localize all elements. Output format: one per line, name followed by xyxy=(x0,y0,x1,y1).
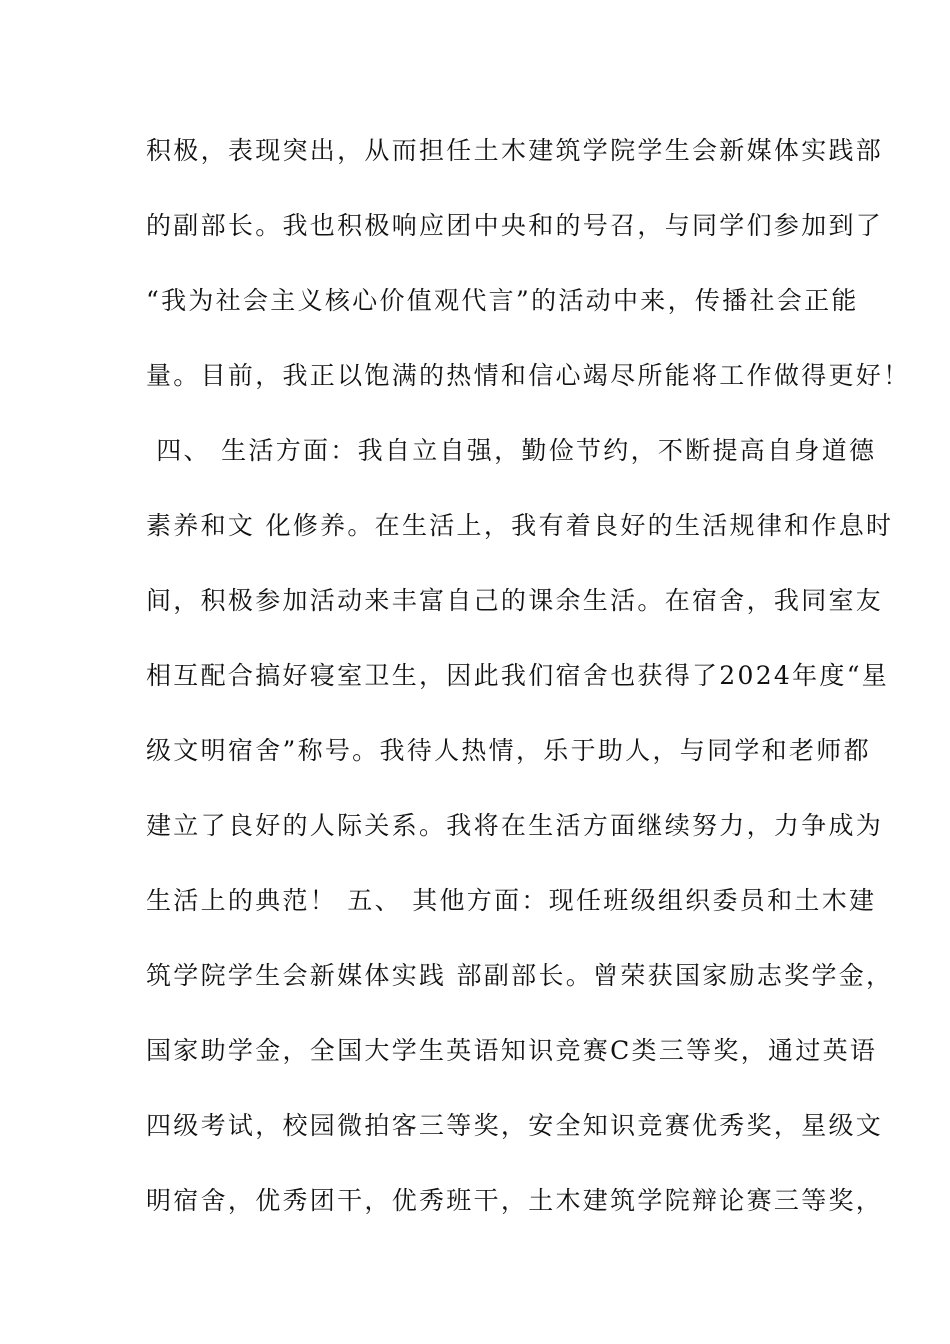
text-line: 国家助学金，全国大学生英语知识竞赛C类三等奖，通过英语 xyxy=(146,1036,878,1065)
document-body xyxy=(146,130,911,1255)
text-line: 相互配合搞好寝室卫生，因此我们宿舍也获得了2024年度“星 xyxy=(146,661,890,690)
text-line: “我为社会主义核心价值观代言”的活动中来，传播社会正能 xyxy=(146,286,859,315)
text-line: 素养和文 化修养。在生活上，我有着良好的生活规律和作息时 xyxy=(146,511,894,540)
text-line: 筑学院学生会新媒体实践 部副部长。曾荣获国家励志奖学金， xyxy=(146,961,894,990)
text-line: 积极，表现突出，从而担任土木建筑学院学生会新媒体实践部 xyxy=(146,136,884,165)
text-line: 级文明宿舍”称号。我待人热情，乐于助人，与同学和老师都 xyxy=(146,736,871,765)
text-line: 间，积极参加活动来丰富自己的课余生活。在宿舍，我同室友 xyxy=(146,586,884,615)
text-line: 四、 生活方面：我自立自强，勤俭节约，不断提高自身道德 xyxy=(146,436,877,465)
text-line: 量。目前，我正以饱满的热情和信心竭尽所能将工作做得更好！ xyxy=(146,361,911,390)
text-line: 生活上的典范！ 五、 其他方面：现任班级组织委员和土木建 xyxy=(146,886,877,915)
text-line: 明宿舍，优秀团干，优秀班干，土木建筑学院辩论赛三等奖， xyxy=(146,1186,884,1215)
text-line: 建立了良好的人际关系。我将在生活方面继续努力，力争成为 xyxy=(146,811,884,840)
text-line: 四级考试，校园微拍客三等奖，安全知识竞赛优秀奖，星级文 xyxy=(146,1111,884,1140)
text-line: 的副部长。我也积极响应团中央和的号召，与同学们参加到了 xyxy=(146,211,884,240)
